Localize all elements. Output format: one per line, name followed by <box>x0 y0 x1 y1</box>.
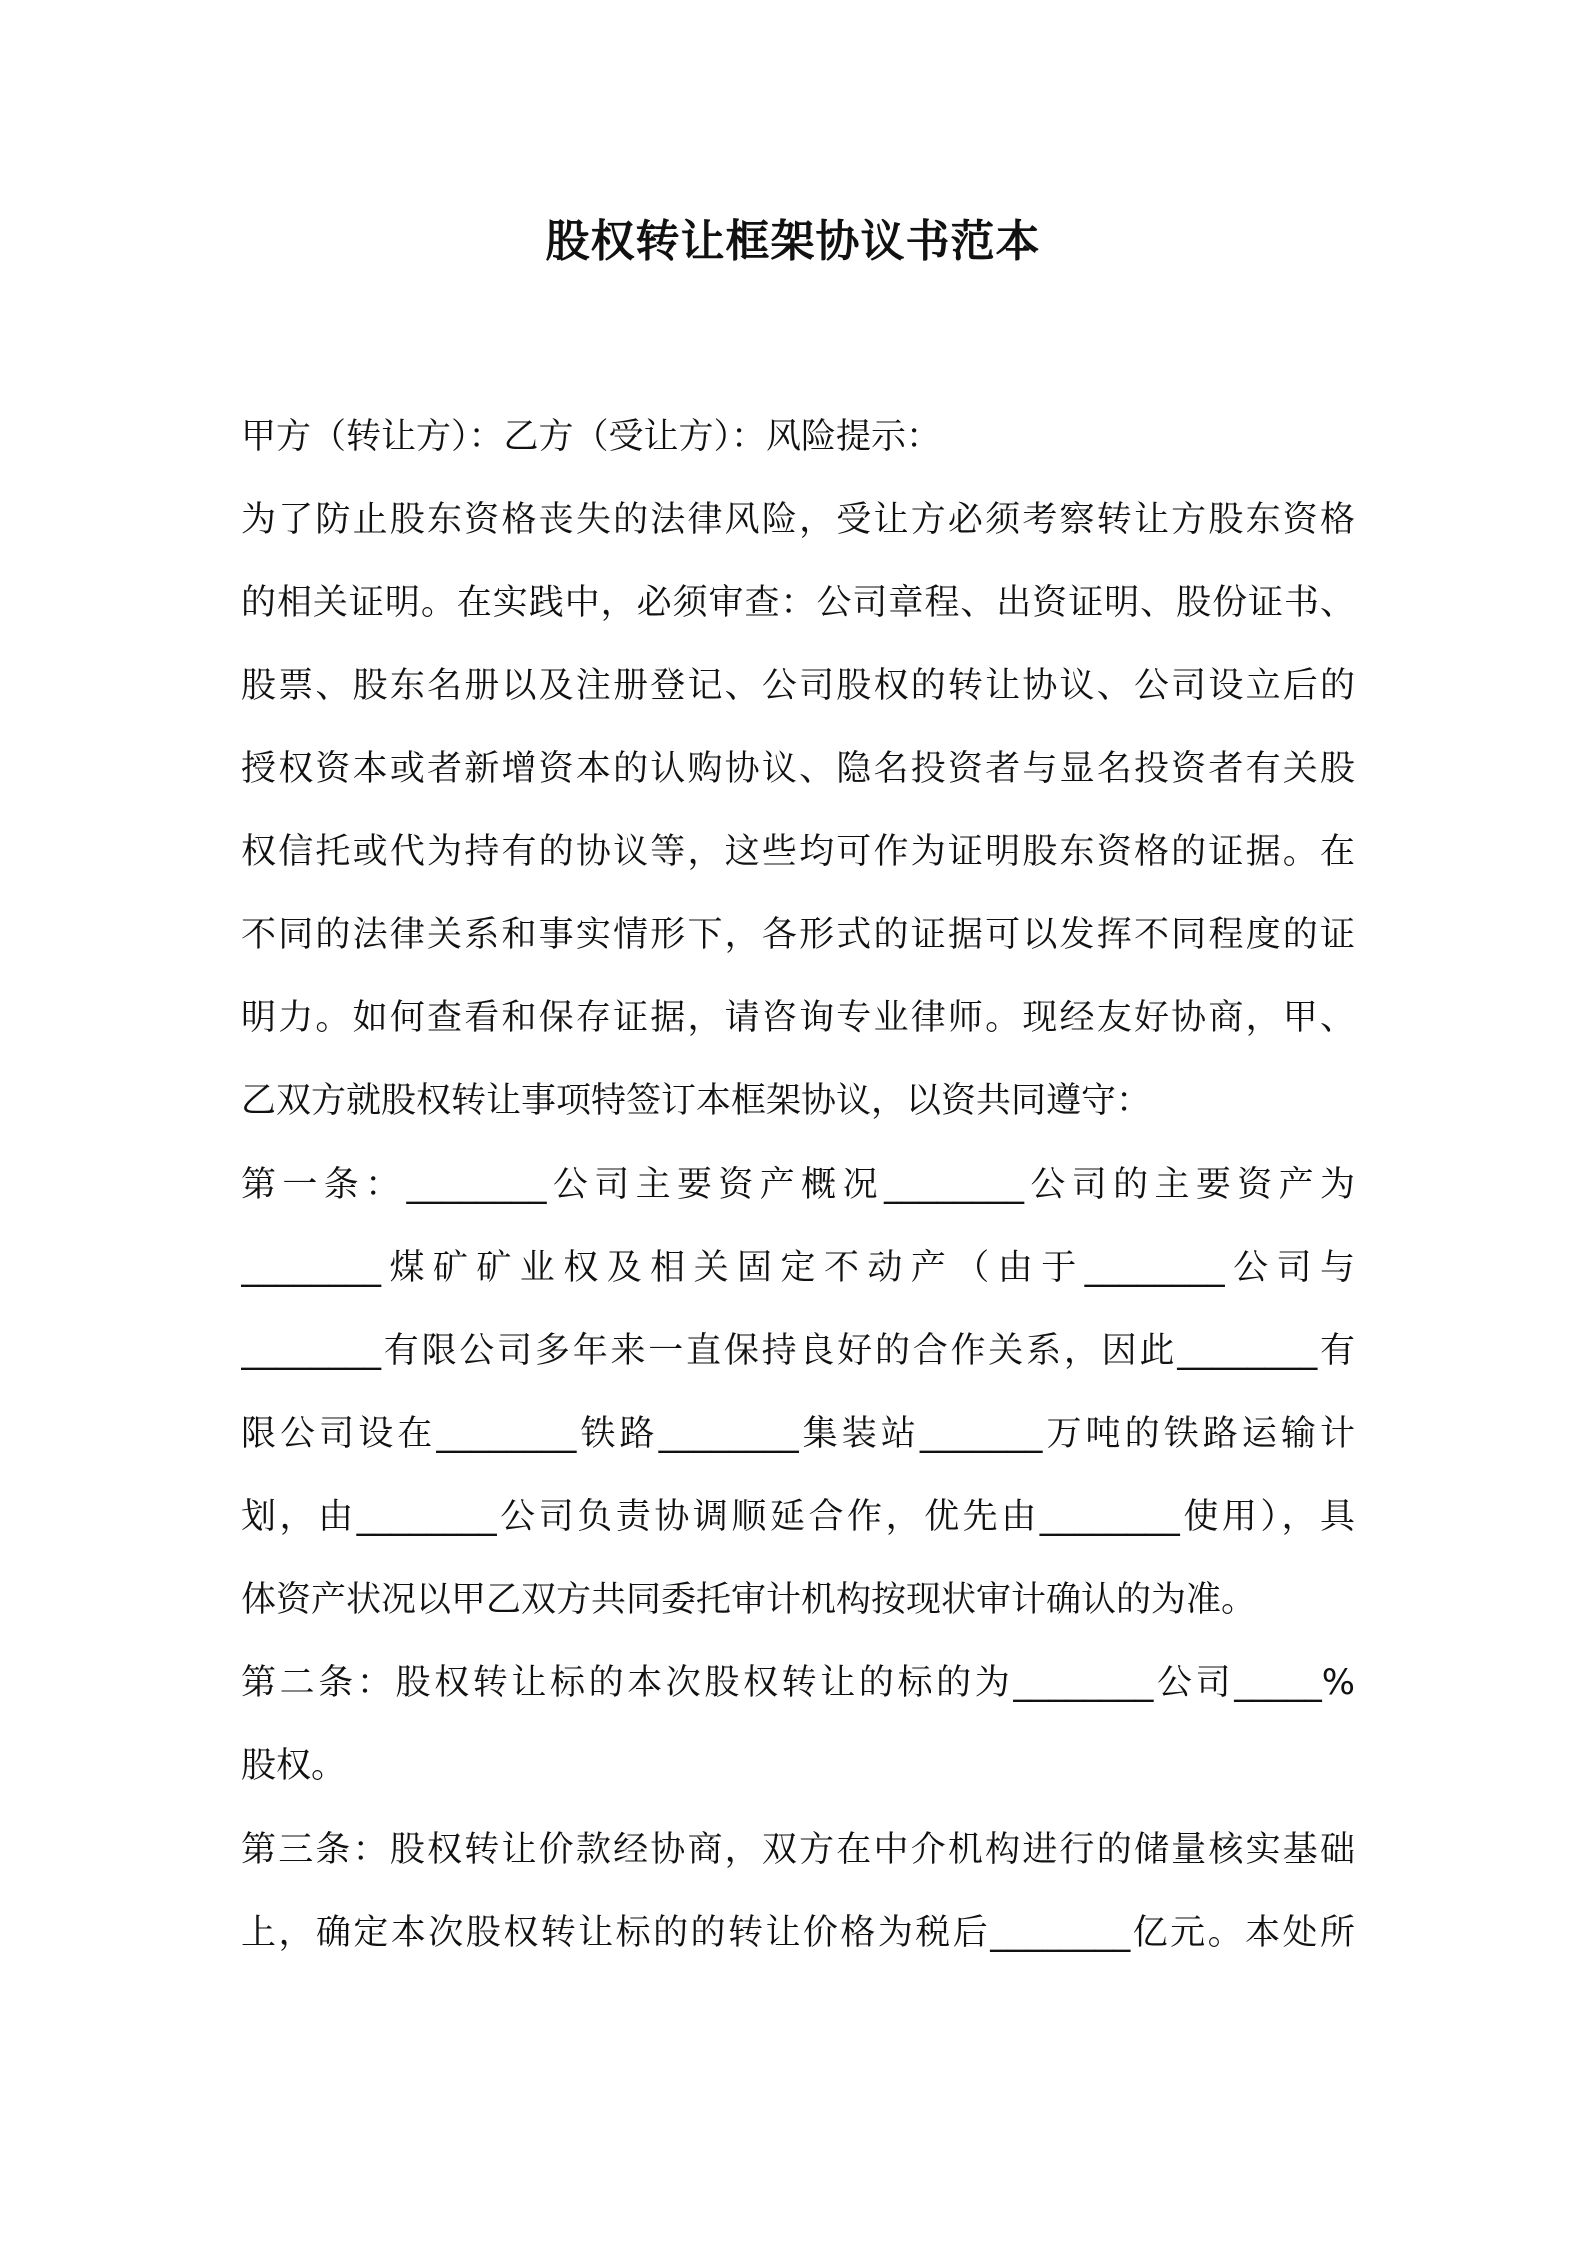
party-line: 甲方（转让方）：乙方（受让方）：风险提示： <box>241 417 942 457</box>
paragraph-line-4: 授权资本或者新增资本的认购协议、隐名投资者与显名投资者有关股 <box>241 749 1355 789</box>
article-2-line-1: 第二条：股权转让标的本次股权转让的标的为________公司_____% <box>241 1663 1355 1703</box>
paragraph-line-6: 不同的法律关系和事实情形下，各形式的证据可以发挥不同程度的证 <box>241 915 1355 955</box>
paragraph-line-2: 的相关证明。在实践中，必须审查：公司章程、出资证明、股份证书、 <box>241 583 1355 623</box>
paragraph-line-5: 权信托或代为持有的协议等，这些均可作为证明股东资格的证据。在 <box>241 832 1355 872</box>
article-1-line-6: 体资产状况以甲乙双方共同委托审计机构按现状审计确认的为准。 <box>241 1580 1257 1620</box>
document-title: 股权转让框架协议书范本 <box>545 216 1041 267</box>
article-1-line-3: ________有限公司多年来一直保持良好的合作关系，因此________有 <box>241 1331 1355 1371</box>
article-1-line-4: 限公司设在________铁路________集装站_______万吨的铁路运输计 <box>241 1414 1355 1454</box>
paragraph-line-1: 为了防止股东资格丧失的法律风险，受让方必须考察转让方股东资格 <box>241 500 1355 540</box>
article-1-line-2: ________煤矿矿业权及相关固定不动产（由于________公司与 <box>241 1248 1355 1288</box>
article-1-line-1: 第一条：________公司主要资产概况________公司的主要资产为 <box>241 1165 1355 1205</box>
article-3-line-2: 上，确定本次股权转让标的的转让价格为税后________亿元。本处所 <box>241 1913 1355 1953</box>
paragraph-line-3: 股票、股东名册以及注册登记、公司股权的转让协议、公司设立后的 <box>241 666 1355 706</box>
article-2-line-2: 股权。 <box>241 1746 347 1786</box>
paragraph-line-7: 明力。如何查看和保存证据，请咨询专业律师。现经友好协商，甲、 <box>241 998 1355 1038</box>
article-3-line-1: 第三条：股权转让价款经协商，双方在中介机构进行的储量核实基础 <box>241 1830 1355 1870</box>
paragraph-line-8: 乙双方就股权转让事项特签订本框架协议，以资共同遵守： <box>241 1081 1152 1121</box>
article-1-line-5: 划，由________公司负责协调顺延合作，优先由________使用），具 <box>241 1497 1355 1537</box>
